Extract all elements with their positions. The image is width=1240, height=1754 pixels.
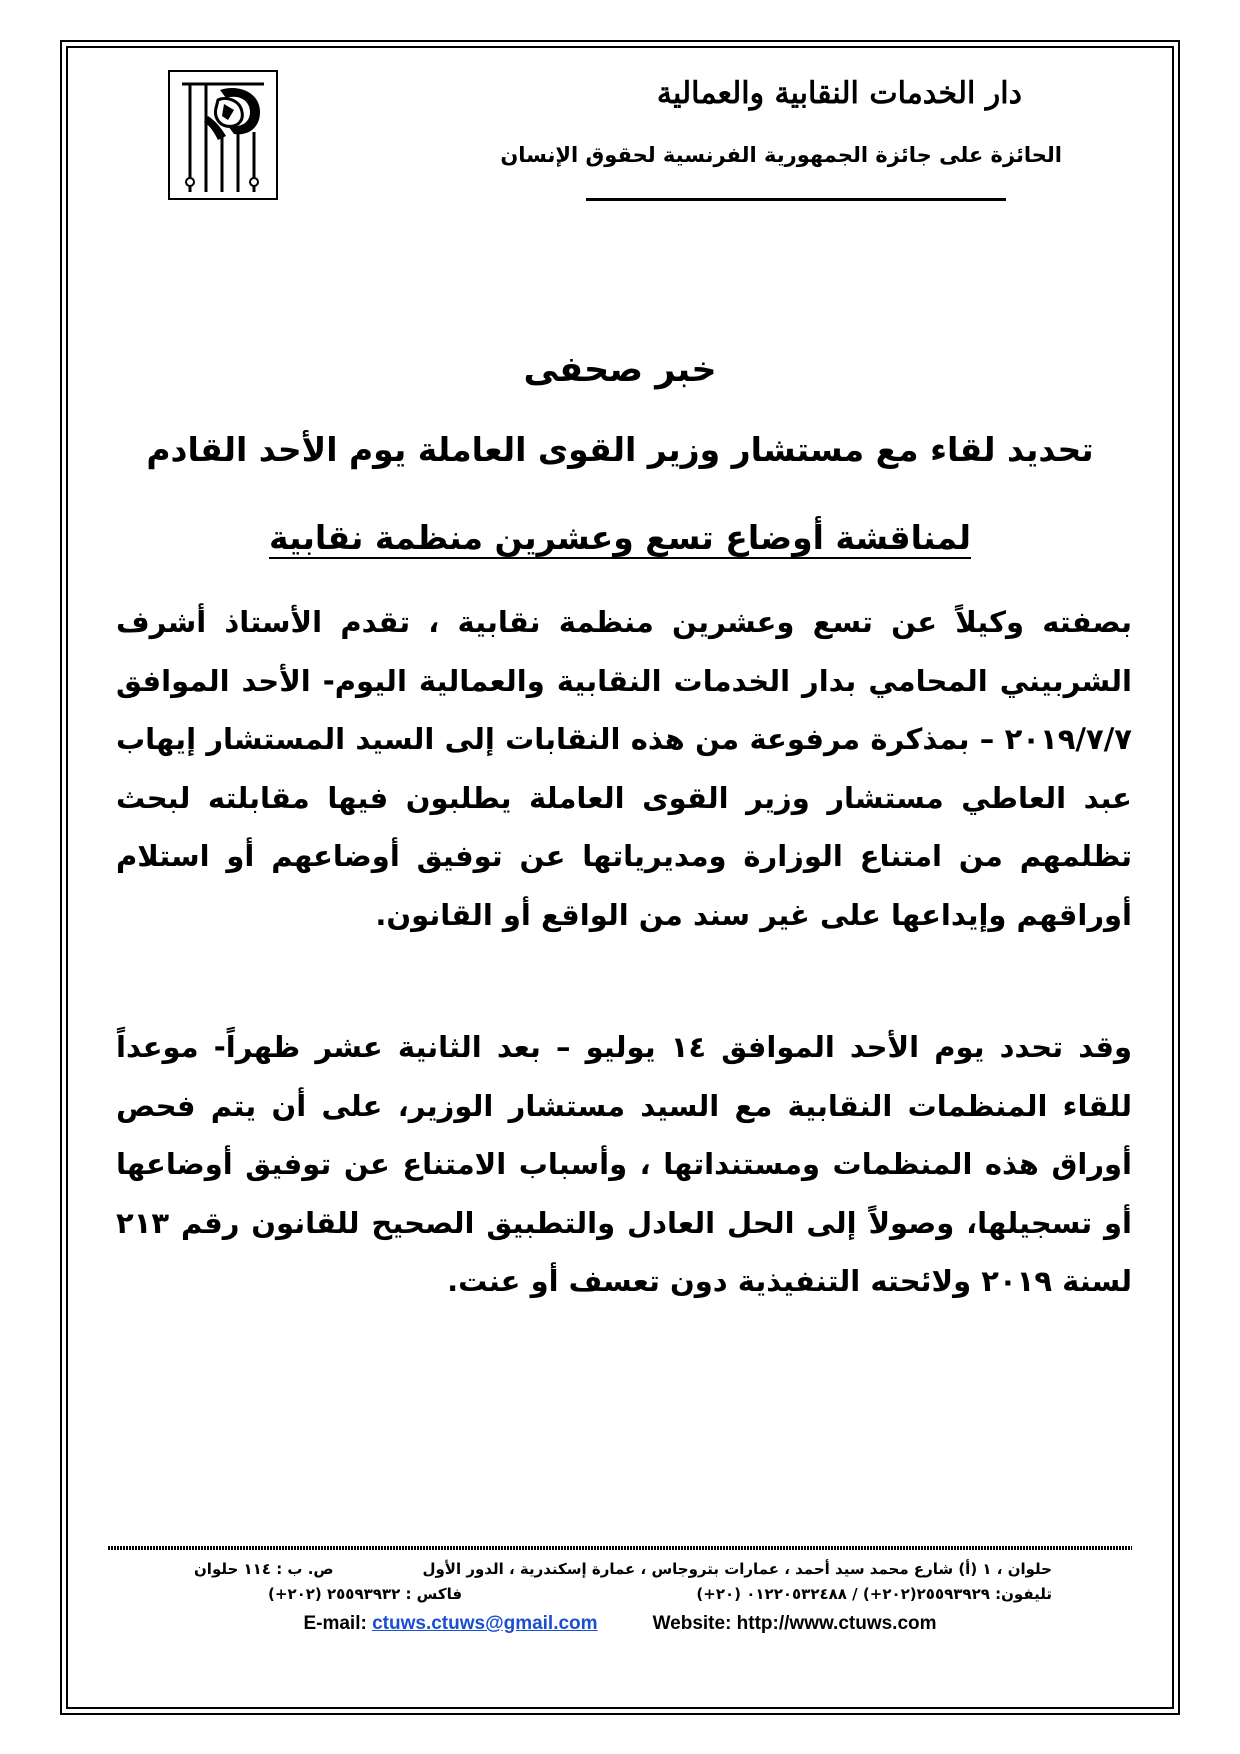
footer-divider	[108, 1546, 1132, 1550]
header-divider	[586, 198, 1006, 201]
organization-award: الحائزة على جائزة الجمهورية الفرنسية لحقوق الإنسان	[500, 143, 1062, 167]
page-border	[60, 40, 1180, 1715]
website-link[interactable]: http://www.ctuws.com	[736, 1613, 937, 1634]
footer-address: حلوان ، ١ (أ) شارع محمد سيد أحمد ، عمارات بتروجاس ، عمارة إسكندرية ، الدور الأول	[422, 1560, 1052, 1578]
headline-line-1: تحديد لقاء مع مستشار وزير القوى العاملة يوم الأحد القادم	[146, 430, 1094, 469]
footer-phone: تليفون: ٢٥٥٩٣٩٢٩(٢٠٢+) / ٠١٢٢٠٥٣٢٤٨٨ (٢٠+)	[696, 1585, 1052, 1603]
email-link[interactable]: ctuws.ctuws@gmail.com	[372, 1613, 598, 1634]
footer-fax: فاكس : ٢٥٥٩٣٩٣٢ (٢٠٢+)	[268, 1585, 463, 1603]
email-label: E-mail:	[303, 1613, 373, 1634]
headline-line-2-text: لمناقشة أوضاع تسع وعشرين منظمة نقابية	[268, 518, 972, 557]
headline-line-2	[108, 518, 1132, 557]
footer-contact-line	[268, 1613, 972, 1635]
ctuws-logo-icon	[168, 70, 278, 200]
website-label: Website:	[652, 1613, 737, 1634]
body-paragraph-1: بصفته وكيلاً عن تسع وعشرين منظمة نقابية ، تقدم الأستاذ أشرف الشربيني المحامي بدار الخدمات النقابية والعمالية اليوم- الأحد الموافق ٢٠١٩/٧/٧ – بمذكرة مرفوعة من هذه النقابات إلى السيد المستشار إيهاب عبد العاطي مستشار وزير القوى العاملة يطلبون فيها مقابلته لبحث تظلمهم من امتناع الوزارة ومديرياتها عن توفيق أوضاعهم أو استلام أوراقهم وإيداعها على غير سند من الواقع أو القانون.	[116, 605, 1132, 932]
organization-name: دار الخدمات النقابية والعمالية	[656, 76, 1022, 111]
body-paragraph-2: وقد تحدد يوم الأحد الموافق ١٤ يوليو – بعد الثانية عشر ظهراً- موعداً للقاء المنظمات النقابية مع السيد مستشار الوزير، على أن يتم فحص أوراق هذه المنظمات ومستنداتها ، وأسباب الامتناع عن توفيق أوضاعها أو تسجيلها، وصولاً إلى الحل العادل والتطبيق الصحيح للقانون رقم ٢١٣ لسنة ٢٠١٩ ولائحته التنفيذية دون تعسف أو عنت.	[116, 1030, 1132, 1298]
press-release-title: خبر صحفى	[523, 350, 717, 390]
page-border-inner	[66, 46, 1174, 1709]
footer-po-box: ص. ب : ١١٤ حلوان	[194, 1560, 334, 1578]
